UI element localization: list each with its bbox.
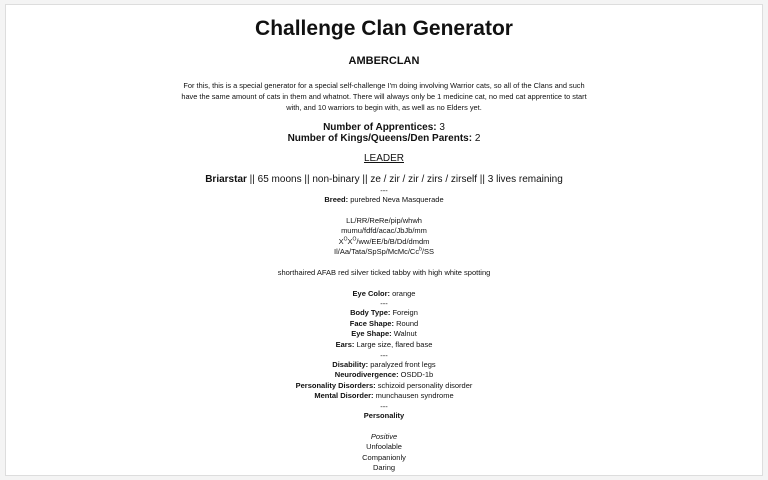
mental-disorder-row [6, 391, 762, 402]
neurodivergence-label: Neurodivergence: [334, 370, 399, 380]
eye-shape-label: Eye Shape: [351, 329, 392, 339]
page-title: Challenge Clan Generator [255, 17, 513, 40]
personality-label: Personality [363, 410, 405, 420]
breed-row [6, 195, 762, 206]
genetics-x2: X [347, 236, 353, 246]
mental-disorder-value: munchausen syndrome [375, 391, 454, 401]
ears-label: Ears: [335, 339, 355, 349]
leader-details: || 65 moons || non-binary || ze / zir / zir / zirs / zirself || 3 lives remaining [246, 174, 563, 185]
intro-paragraph: For this, this is a special generator for a special self-challenge I'm doing involving Warrior cats, so all of the Clans and such have the same amount of cats in them and whatnot. There will always only be 1 medicine cat, no med cat apprentice to start with, and 10 warriors to begin with, as well as no Elders yet. [181, 81, 587, 112]
personality-disorders-row [6, 381, 762, 392]
separator: --- [380, 299, 388, 309]
genetics-line-1: LL/RR/ReRe/pip/whwh [346, 215, 422, 225]
personality-disorders-label: Personality Disorders: [295, 380, 376, 390]
mental-disorder-label: Mental Disorder: [314, 391, 374, 401]
face-shape-label: Face Shape: [349, 318, 394, 328]
neurodivergence-row [6, 370, 762, 381]
disability-value: paralyzed front legs [370, 359, 436, 369]
document-page [5, 4, 763, 476]
ears-value: Large size, flared base [356, 339, 433, 349]
positive-label: Positive [370, 431, 398, 441]
genetics-line-4-prefix: Il/Aa/Tata/SpSp/McMc/Cc [334, 247, 420, 257]
positive-traits-heading [6, 432, 762, 443]
ears-row [6, 340, 762, 351]
parents-value: 2 [474, 133, 481, 144]
face-shape-row [6, 319, 762, 330]
neurodivergence-value: OSDD-1b [400, 370, 434, 380]
body-type-row [6, 308, 762, 319]
genetics-block [6, 216, 762, 258]
clan-stats [6, 122, 762, 144]
separator: --- [380, 350, 388, 360]
apprentices-label: Number of Apprentices: [323, 122, 437, 133]
body-type-label: Body Type: [350, 308, 391, 318]
genetics-sup2: O [352, 236, 357, 243]
genetics-line-3 [6, 237, 762, 248]
leader-summary [6, 174, 762, 186]
trait-item: Unfoolable [366, 442, 402, 452]
face-shape-value: Round [396, 318, 419, 328]
parents-row [6, 133, 762, 144]
genetics-line-4-suffix: /SS [421, 247, 434, 257]
personality-heading [6, 411, 762, 422]
eye-color-label: Eye Color: [352, 288, 391, 298]
personality-disorders-value: schizoid personality disorder [377, 380, 473, 390]
trait-item: Companionly [362, 452, 406, 462]
genetics-line-3-rest: /ww/EE/b/B/Dd/dmdm [356, 236, 430, 246]
clan-name: AMBERCLAN [348, 55, 420, 67]
genetics-sup1: O [343, 236, 348, 243]
apprentices-value: 3 [439, 122, 445, 133]
leader-section-heading: LEADER [363, 153, 404, 164]
genetics-line-4 [6, 247, 762, 258]
disability-row [6, 360, 762, 371]
genetics-line-2: mumu/fdfd/acac/JbJb/mm [341, 226, 427, 236]
genetics-sup3: b [419, 246, 422, 253]
appearance-description: shorthaired AFAB red silver ticked tabby with high white spotting [277, 267, 491, 277]
trait-item: Daring [372, 463, 396, 473]
eye-color-value: orange [392, 288, 416, 298]
genetics-x1: X [338, 236, 344, 246]
separator: --- [380, 186, 388, 195]
leader-name: Briarstar [205, 174, 247, 185]
breed-value: purebred Neva Masquerade [350, 195, 444, 204]
parents-label: Number of Kings/Queens/Den Parents: [287, 133, 473, 144]
eye-shape-value: Walnut [393, 329, 417, 339]
eye-color-row [6, 289, 762, 300]
apprentices-row [6, 122, 762, 133]
breed-label: Breed: [324, 195, 349, 204]
separator: --- [380, 401, 388, 411]
disability-label: Disability: [332, 359, 369, 369]
body-type-value: Foreign [392, 308, 418, 318]
eye-shape-row [6, 329, 762, 340]
